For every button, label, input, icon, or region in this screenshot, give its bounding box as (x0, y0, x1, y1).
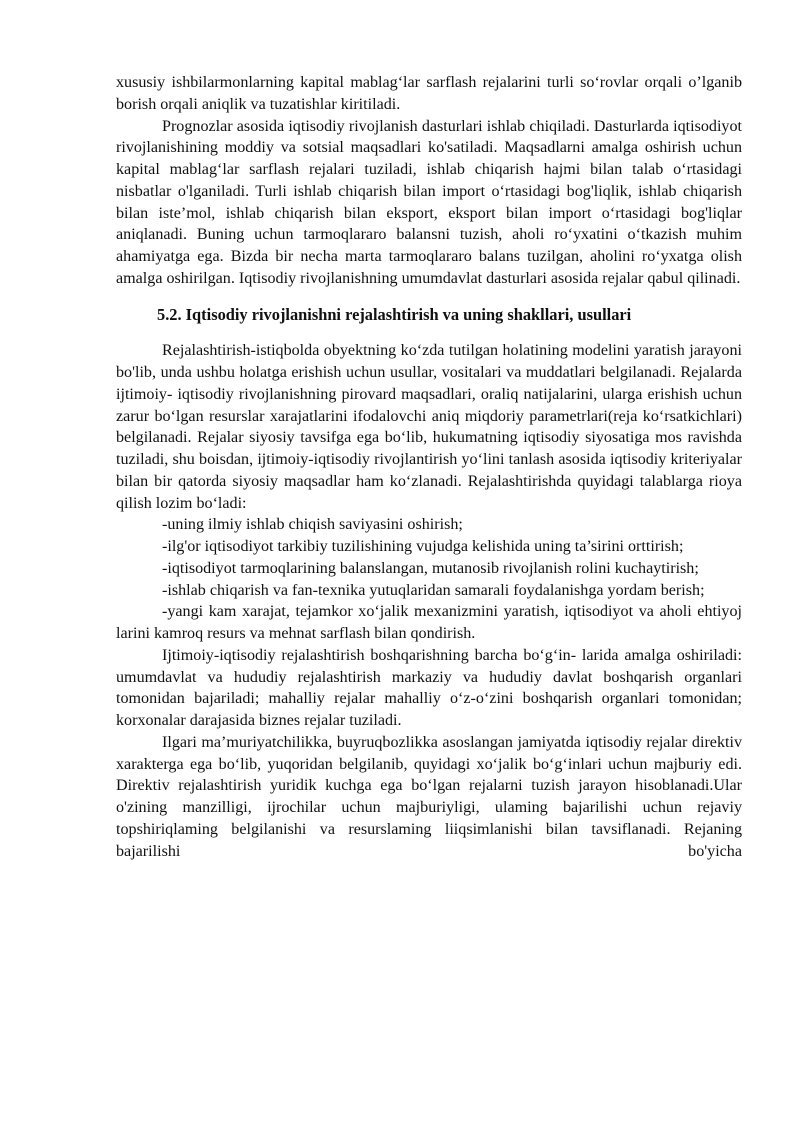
list-item-requirement: -ishlab chiqarish va fan-texnika yutuqlaridan samarali foydalanishga yordam berish; (162, 581, 705, 599)
list-item-requirement: -iqtisodiyot tarmoqlarining balanslangan, mutanosib rivojlanish rolini kuchaytirish; (162, 559, 699, 577)
paragraph-ijtimoiy: Ijtimoiy-iqtisodiy rejalashtirish boshqarishning barcha bo‘g‘in- larida amalga oshiriladi: umumdavlat va hududiy rejalashtirish markaziy va hududiy davlat boshqarish organlari tomonidan bajariladi; mahalliy rejalar mahalliy o‘z-o‘zini boshqarish organlari tomonidan; korxonalar darajasida biznes rejalar tuziladi. (116, 646, 742, 729)
list-item-requirement: -yangi kam xarajat, tejamkor xo‘jalik mexanizmini yaratish, iqtisodiyot va aholi ehtiyoj larini kamroq resurs va mehnat sarflash bilan qondirish. (116, 603, 742, 642)
paragraph-prognozlar: Prognozlar asosida iqtisodiy rivojlanish dasturlari ishlab chiqiladi. Dasturlarda iqtisodiyot rivojlanishining moddiy va sotsial maqsadlari ko'satiladi. Maqsadlarni amalga oshirish uchun kapital mablag‘lar sarflash rejalari tuziladi, ishlab chiqarish hajmi bilan talab o‘rtasidagi nisbatlar o'lganiladi. Turli ishlab chiqarish bilan import o‘rtasidagi bog'liqlik, ishlab chiqarish bilan iste’mol, ishlab chiqarish bilan eksport, eksport bilan import o‘rtasidagi bog'liqlar aniqlanadi. Buning uchun tarmoqlararo balansni tuzish, aholi ro‘yxatini o‘tkazish muhim ahamiyatga ega. Bizda bir necha marta tarmoqlararo balans tuzilgan, aholini ro‘yxatga olish amalga oshirilgan. Iqtisodiy rivojlanishning umumdavlat dasturlari asosida rejalar qabul qilinadi. (116, 117, 742, 287)
list-item-requirement: -uning ilmiy ishlab chiqish saviyasini oshirish; (162, 516, 463, 534)
paragraph-rejalashtirish: Rejalashtirish-istiqbolda obyektning ko‘zda tutilgan holatining modelini yaratish jarayoni bo'lib, unda ushbu holatga erishish uchun usullar, vositalari va muddatlari belgilanadi. Rejalarda ijtimoiy- iqtisodiy rivojlanishning pirovard maqsadlari, oraliq natijalarini, ularga erishish uchun zarur bo‘lgan resurslar xarajatlarini ifodalovchi aniq miqdoriy parametrlari(reja ko‘rsatkichlari) belgilanadi. Rejalar siyosiy tavsifga ega bo‘lib, hukumatning iqtisodiy siyosatiga mos ravishda tuziladi, shu boisdan, ijtimoiy-iqtisodiy rivojlantirish yo‘lini tanlash asosida iqtisodiy kriteriyalar bilan bir qatorda siyosiy maqsadlar ham ko‘zlanadi. Rejalashtirishda quyidagi talablarga rioya qilish lozim bo‘ladi: (116, 342, 742, 512)
paragraph-continuation: xususiy ishbilarmonlarning kapital mablag‘lar sarflash rejalarini turli so‘rovlar orqali o’lganib borish orqali aniqlik va tuzatishlar kiritiladi. (116, 74, 742, 113)
document-page (116, 72, 742, 862)
section-heading: 5.2. Iqtisodiy rivojlanishni rejalashtirish va uning shakllari, usullari (157, 304, 632, 324)
list-item-requirement: -ilg'or iqtisodiyot tarkibiy tuzilishining vujudga kelishida uning ta’sirini orttirish; (162, 538, 684, 555)
paragraph-ilgari: Ilgari ma’muriyatchilikka, buyruqbozlikka asoslangan jamiyatda iqtisodiy rejalar direktiv xarakterga ega bo‘lib, yuqoridan belgilanib, quyidagi xo‘jalik bo‘g‘inlari uchun majburiy edi. Direktiv rejalashtirish yuridik kuchga ega bo‘lgan rejalarni tuzish jarayon hisoblanadi.Ular o'zining manzilligi, ijrochilar uchun majburiyligi, ulaming bajarilishi uchun rejaviy topshiriqlaming belgilanishi va resurslaming liiqsimlanishi bilan tavsiflanadi. Rejaning bajarilishi bo'yicha (116, 733, 742, 860)
